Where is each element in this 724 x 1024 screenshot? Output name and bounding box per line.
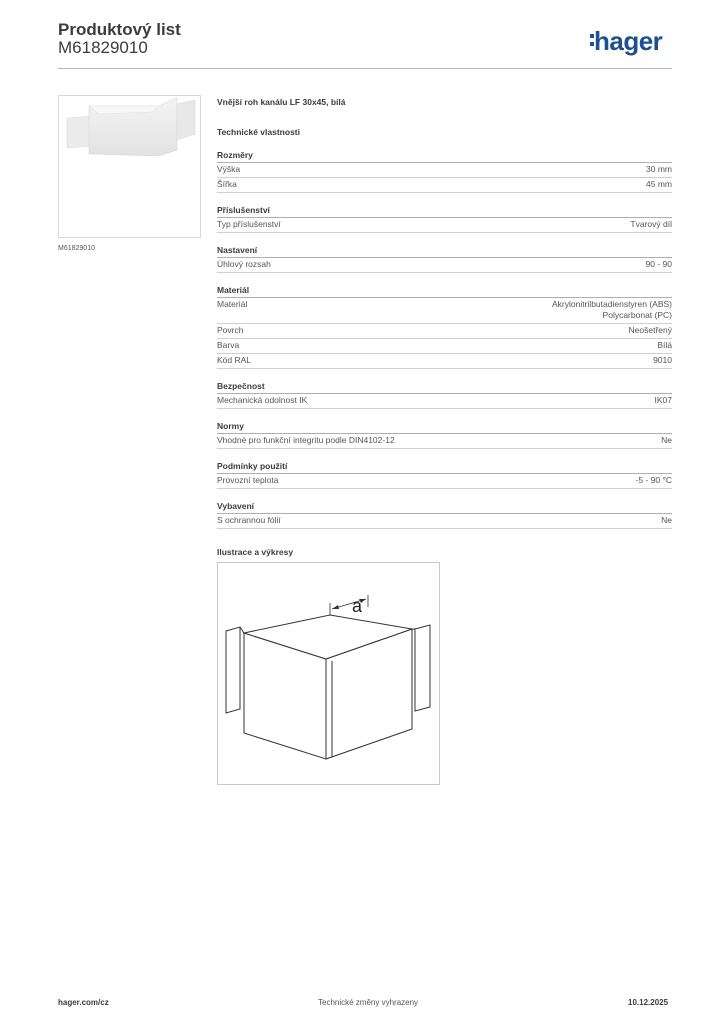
spec-value-line: Ne [661,515,672,525]
spec-value-line: Akrylonitrilbutadienstyren (ABS) [552,299,672,309]
product-code: M61829010 [58,38,148,57]
drawing-title: Ilustrace a výkresy [217,547,294,557]
spec-group [217,421,672,449]
spec-group-title: Normy [217,421,672,434]
spec-value [629,325,672,336]
spec-value-line: Ne [661,435,672,445]
hager-logo: hager [594,26,663,56]
spec-label: Úhlový rozsah [217,259,271,269]
spec-value [552,299,672,321]
spec-row [217,339,672,354]
spec-value-line: IK07 [654,395,672,405]
spec-row [217,324,672,339]
spec-group [217,381,672,409]
spec-label: Šířka [217,179,237,189]
spec-label: Mechanická odolnost IK [217,395,308,405]
spec-value [657,340,672,351]
spec-value [653,355,672,366]
spec-label: Kód RAL [217,355,252,365]
spec-value [646,259,672,270]
spec-row [217,178,672,193]
spec-value-line: Neošetřený [628,325,672,335]
spec-group-title: Bezpečnost [217,381,672,394]
spec-row [217,434,672,449]
spec-content [217,97,672,557]
page-title: Produktový list [58,20,181,39]
product-photo [58,95,201,238]
spec-group [217,150,672,193]
technical-drawing [217,562,440,785]
spec-row [217,514,672,529]
tech-heading: Technické vlastnosti [217,127,300,137]
footer-date: 10.12.2025 [628,998,669,1007]
spec-group [217,245,672,273]
spec-value [655,395,673,406]
spec-label: Barva [217,340,240,350]
spec-group [217,285,672,369]
spec-group [217,501,672,529]
spec-row [217,218,672,233]
spec-value-line: Bílá [657,340,672,350]
spec-value [636,475,672,486]
photo-caption: M61829010 [58,245,95,252]
footer-disclaimer: Technické změny vyhrazeny [318,998,419,1007]
spec-group-title: Rozměry [217,150,672,163]
spec-group [217,205,672,233]
spec-group [217,461,672,489]
corner-drawing-svg [218,563,439,784]
spec-label: Povrch [217,325,244,335]
spec-group-title: Příslušenství [217,205,672,218]
spec-value [630,219,672,230]
spec-value-line: 90 - 90 [645,259,672,269]
spec-label: S ochrannou fólií [217,515,281,525]
spec-value-line: 30 mm [646,164,672,174]
spec-row [217,354,672,369]
spec-row [217,163,672,178]
spec-row [217,474,672,489]
product-photo-image [59,96,200,237]
spec-value [646,179,672,190]
spec-row [217,258,672,273]
spec-label: Výška [217,164,241,174]
spec-label: Typ příslušenství [217,219,281,229]
footer-website[interactable]: hager.com/cz [58,998,109,1007]
spec-group-title: Nastavení [217,245,672,258]
spec-label: Vhodné pro funkční integritu podle DIN4102-12 [217,435,395,445]
spec-group-title: Vybavení [217,501,672,514]
spec-label: Provozní teplota [217,475,279,485]
dimension-label: a [352,596,363,616]
spec-value [661,515,672,526]
spec-group-title: Materiál [217,285,672,298]
spec-value-line: Tvarový díl [630,219,672,229]
spec-value-line: -5 - 90 °C [635,475,672,485]
spec-value-line: Polycarbonat (PC) [602,310,672,320]
spec-group-title: Podmínky použití [217,461,672,474]
header-divider [58,68,672,69]
spec-groups [217,150,672,529]
product-name: Vnější roh kanálu LF 30x45, bílá [217,97,346,107]
spec-value [661,435,672,446]
spec-label: Materiál [217,299,248,309]
spec-value [646,164,672,175]
spec-value-line: 9010 [653,355,672,365]
spec-value-line: 45 mm [646,179,672,189]
spec-row [217,394,672,409]
spec-row [217,298,672,324]
